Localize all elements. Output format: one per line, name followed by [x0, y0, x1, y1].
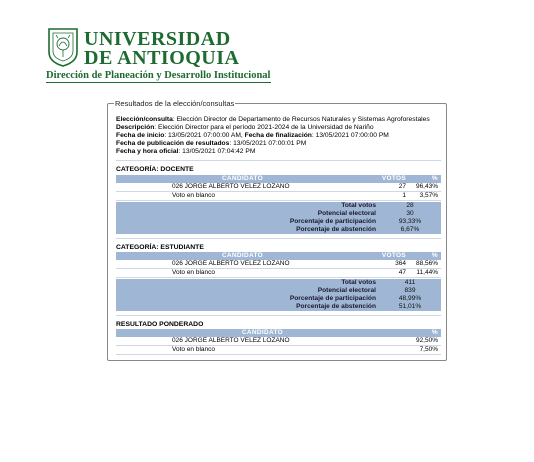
election-value: : Elección Director de Departamento de Recursos Naturales y Sistemas Agroforestales	[172, 116, 430, 123]
candidate-votes: 27	[369, 183, 409, 192]
candidate-votes: 1	[369, 191, 409, 200]
candidate-pct: 96,43%	[409, 183, 441, 192]
table-row	[116, 260, 441, 269]
stat-label: Total votos	[341, 201, 376, 209]
candidate-pct: 11,44%	[409, 268, 441, 277]
section-divider	[116, 160, 441, 161]
table-row	[116, 183, 441, 192]
ponderado-section	[116, 321, 441, 355]
table-row	[116, 337, 441, 346]
official-time-value: : 13/05/2021 07:04:42 PM	[178, 148, 256, 156]
official-time-label: Fecha y hora oficial	[116, 148, 179, 156]
docente-table	[116, 175, 441, 201]
stat-value: 839	[404, 286, 416, 294]
estudiante-title: CATEGORÍA: ESTUDIANTE	[116, 243, 204, 251]
results-panel	[107, 99, 447, 361]
table-row	[116, 268, 441, 277]
description-label: Descripción	[116, 124, 155, 132]
official-time-line	[116, 148, 441, 156]
election-line	[116, 116, 441, 124]
candidate-pct: 7,50%	[409, 345, 441, 354]
candidate-name: Voto en blanco	[116, 191, 369, 200]
results-legend: Resultados de la elección/consultas	[115, 99, 235, 108]
department-subtitle: Dirección de Planeación y Desarrollo Institucional	[46, 70, 271, 81]
table-row	[116, 345, 441, 354]
docente-stats	[116, 202, 441, 234]
stat-label: Potencial electoral	[317, 209, 376, 217]
election-info	[116, 116, 441, 156]
stat-row	[116, 218, 441, 226]
estudiante-header-row	[116, 252, 441, 260]
stat-value: 48,99%	[398, 294, 422, 302]
stat-label: Potencial electoral	[317, 286, 376, 294]
candidate-name: Voto en blanco	[116, 268, 369, 277]
ponderado-header-row	[116, 329, 441, 337]
stat-label: Porcentaje de abstención	[296, 225, 376, 233]
description-value: : Elección Director para el período 2021-2024 de la Universidad de Nariño	[154, 124, 374, 132]
dates-line	[116, 132, 441, 140]
stat-row	[116, 295, 441, 303]
university-seal-icon	[46, 26, 80, 68]
col-candidato: CANDIDATO	[116, 252, 369, 260]
candidate-votes: 47	[369, 268, 409, 277]
description-line	[116, 124, 441, 132]
end-date-value: : 13/05/2021 07:00:00 PM	[311, 132, 389, 140]
stat-value: 93,33%	[398, 217, 422, 225]
col-pct: %	[409, 175, 441, 183]
col-candidato: CANDIDATO	[116, 329, 409, 337]
stat-value: 6,67%	[400, 225, 420, 233]
stat-row	[116, 287, 441, 295]
publication-line	[116, 140, 441, 148]
results-content	[116, 116, 441, 355]
candidate-pct: 92,50%	[409, 337, 441, 346]
candidate-name: Voto en blanco	[116, 345, 409, 354]
stat-value: 30	[406, 209, 414, 217]
estudiante-table	[116, 252, 441, 278]
stat-row	[116, 303, 441, 311]
stat-label: Porcentaje de participación	[289, 294, 376, 302]
stat-value: 411	[404, 278, 416, 286]
stat-value: 51,01%	[398, 302, 422, 310]
stat-label: Porcentaje de participación	[289, 217, 376, 225]
university-name-line2: DE ANTIOQUIA	[84, 47, 240, 69]
col-votos: VOTOS	[369, 175, 409, 183]
col-pct: %	[409, 329, 441, 337]
stat-label: Total votos	[341, 278, 376, 286]
end-date-label: Fecha de finalización	[244, 132, 312, 140]
stat-label: Porcentaje de abstención	[296, 302, 376, 310]
stat-value: 28	[406, 201, 414, 209]
candidate-votes: 364	[369, 260, 409, 269]
candidate-name: 026 JORGE ALBERTO VELEZ LOZANO	[116, 337, 409, 346]
col-pct: %	[409, 252, 441, 260]
docente-title: CATEGORÍA: DOCENTE	[116, 166, 194, 174]
candidate-name: 026 JORGE ALBERTO VELEZ LOZANO	[116, 260, 369, 269]
section-divider	[116, 315, 441, 316]
election-label: Elección/consulta	[116, 116, 173, 123]
publication-label: Fecha de publicación de resultados	[116, 140, 230, 148]
ponderado-title: RESULTADO PONDERADO	[116, 320, 204, 328]
table-row	[116, 191, 441, 200]
docente-section	[116, 166, 441, 233]
col-votos: VOTOS	[369, 252, 409, 260]
col-candidato: CANDIDATO	[116, 175, 369, 183]
stat-row	[116, 226, 441, 234]
start-date-label: Fecha de inicio	[116, 132, 165, 140]
university-logo	[46, 26, 286, 84]
start-date-value: : 13/05/2021 07:00:00 AM,	[164, 132, 245, 140]
candidate-pct: 88,56%	[409, 260, 441, 269]
stat-row	[116, 279, 441, 287]
candidate-pct: 3,57%	[409, 191, 441, 200]
university-name-line1: UNIVERSIDAD	[84, 28, 231, 50]
estudiante-section	[116, 244, 441, 311]
candidate-name: 026 JORGE ALBERTO VELEZ LOZANO	[116, 183, 369, 192]
docente-header-row	[116, 175, 441, 183]
publication-value: : 13/05/2021 07:00:01 PM	[229, 140, 307, 148]
section-divider	[116, 238, 441, 239]
ponderado-table	[116, 329, 441, 355]
stat-row	[116, 202, 441, 210]
stat-row	[116, 210, 441, 218]
estudiante-stats	[116, 279, 441, 311]
header-rule	[46, 82, 271, 83]
